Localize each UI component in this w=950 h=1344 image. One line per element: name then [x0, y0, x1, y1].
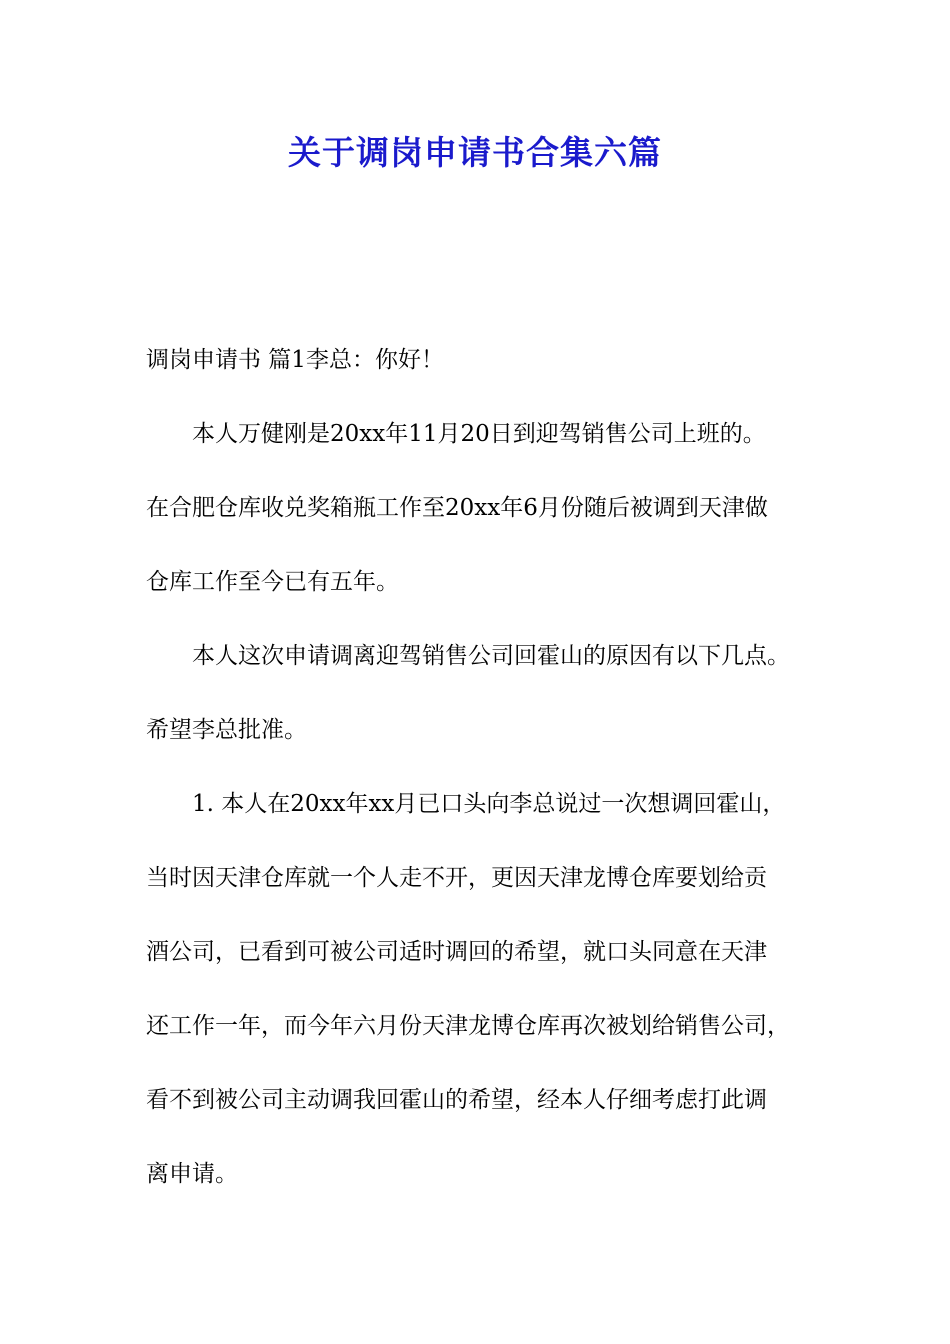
paragraph-line: 看不到被公司主动调我回霍山的希望，经本人仔细考虑打此调 — [146, 1087, 767, 1113]
paragraph-line: 本人这次申请调离迎驾销售公司回霍山的原因有以下几点。 — [192, 643, 790, 669]
paragraph-line: 离申请。 — [146, 1161, 238, 1187]
paragraph-line: 在合肥仓库收兑奖箱瓶工作至20xx年6月份随后被调到天津做 — [146, 495, 768, 521]
paragraph-line: 还工作一年，而今年六月份天津龙博仓库再次被划给销售公司， — [146, 1013, 790, 1039]
paragraph-line: 本人万健刚是20xx年11月20日到迎驾销售公司上班的。 — [192, 421, 766, 447]
document-title: 关于调岗申请书合集六篇 — [288, 133, 662, 172]
paragraph-line: 希望李总批准。 — [146, 717, 307, 743]
paragraph-line: 当时因天津仓库就一个人走不开，更因天津龙博仓库要划给贡 — [146, 865, 767, 891]
paragraph-line: 酒公司，已看到可被公司适时调回的希望，就口头同意在天津 — [146, 939, 767, 965]
paragraph-line-heading: 调岗申请书 篇1李总：你好！ — [146, 347, 444, 373]
paragraph-line: 1. 本人在20xx年xx月已口头向李总说过一次想调回霍山， — [192, 791, 786, 817]
document-body — [146, 333, 814, 1221]
paragraph-line: 仓库工作至今已有五年。 — [146, 569, 399, 595]
